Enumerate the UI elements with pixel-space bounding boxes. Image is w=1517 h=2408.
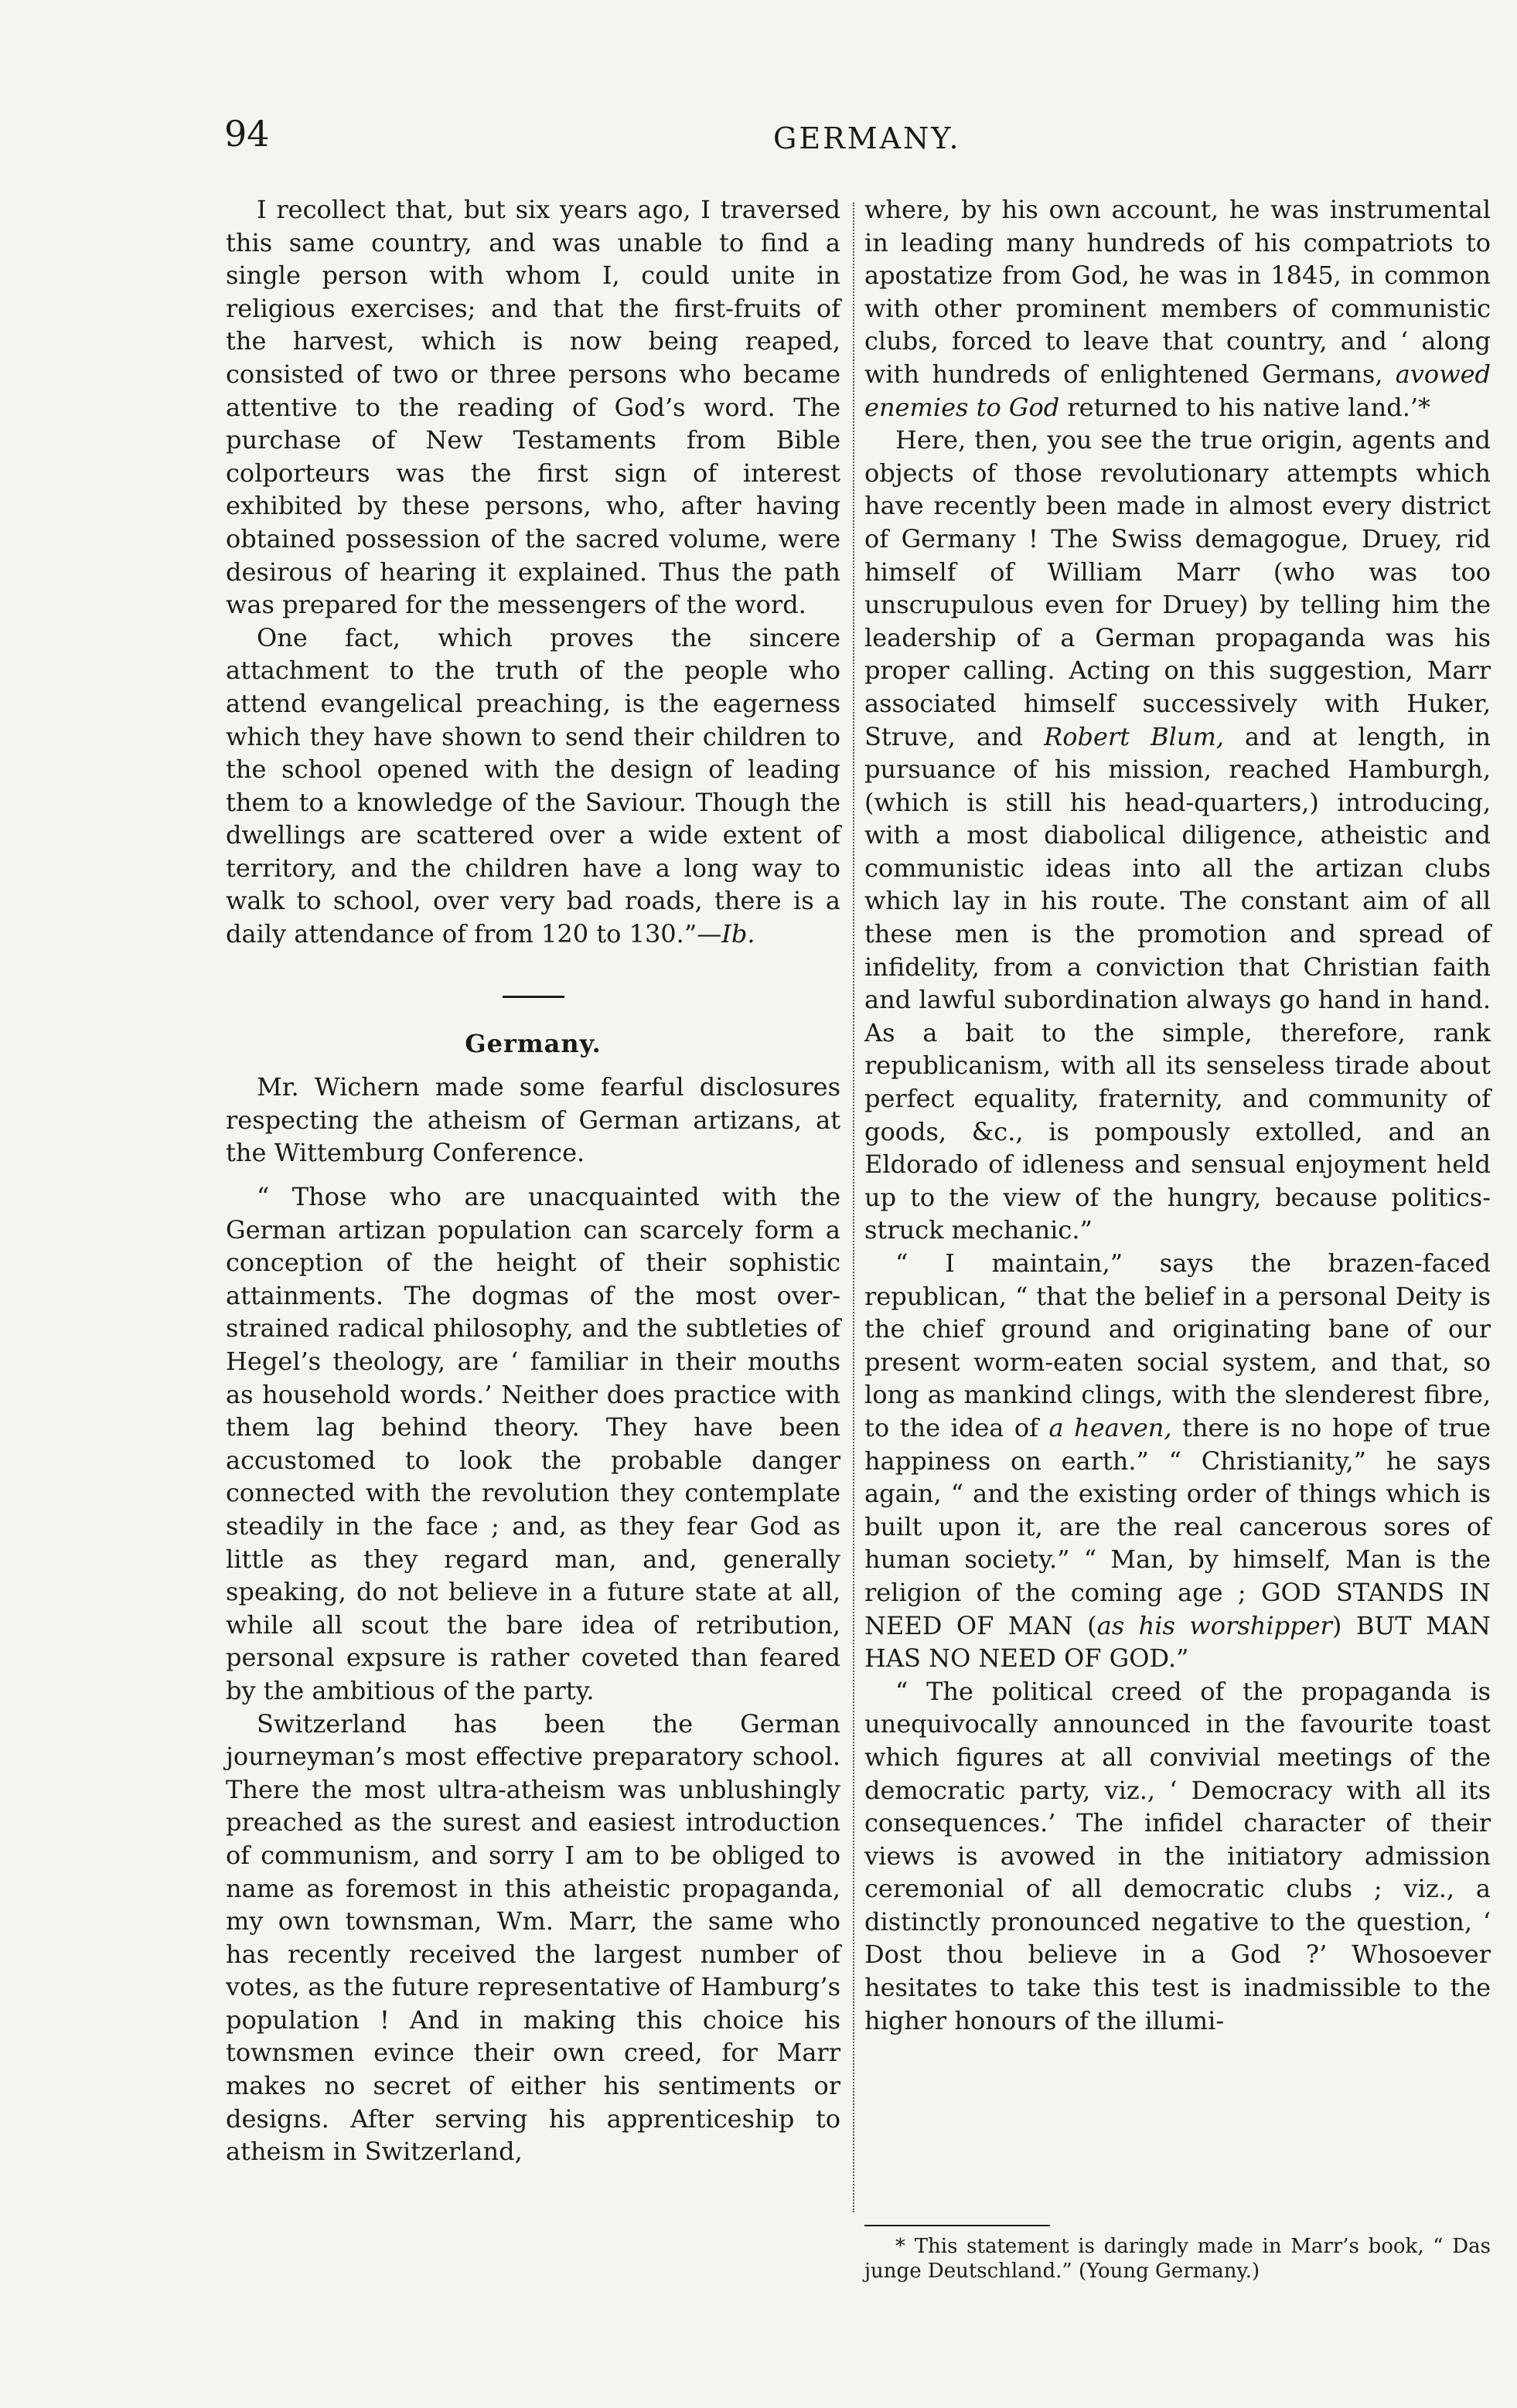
left-paragraph-2-text: One fact, which proves the sincere attachment to the truth of the people who attend evangelical preaching, is the eagerness which they have shown to send their children to the school opened with the design of leading them to a knowledge of the Saviour. Though the dwellings are scattered over a wide extent of territory, and the children have a long way to walk to school, over very bad roads, there is a daily attendance of from 120 to 130.”— (226, 622, 840, 949)
right-paragraph-1-italic: avowed enemies to God (864, 359, 1491, 422)
section-title: Germany. (465, 1028, 602, 1058)
column-divider (853, 203, 854, 2212)
right-paragraph-3-c: ) BUT MAN HAS NO NEED OF GOD.” (864, 1610, 1491, 1674)
page-number: 94 (224, 113, 270, 155)
right-paragraph-4: “ The political creed of the propaganda is unequivocally announced in the favourite toast which figures at all convivial meetings of the democratic party, viz., ‘ Democracy with all its consequences.’ The infidel character of their views is avowed in the initiatory admission ceremonial of all democratic clubs ; viz., a distinctly pronounced negative to the question, ‘ Dost thou believe in a God ?’ Whosoever hesitates to take this test is inadmissible to the higher honours of the illumi- (864, 1676, 1491, 2035)
left-paragraph-2 (226, 622, 840, 951)
footnote (864, 2225, 1491, 2284)
left-paragraph-5: Switzerland has been the German journeyman’s most effective preparatory school. There the most ultra-atheism was unblushingly preached as the surest and easiest introduction of communism, and sorry I am to be obliged to name as foremost in this atheistic propaganda, my own townsman, Wm. Marr, the same who has recently received the largest number of votes, as the future representative of Hamburg’s population ! And in making this choice his townsmen evince their own creed, for Marr makes no secret of either his sentiments or designs. After serving his apprenticeship to atheism in Switzerland, (226, 1708, 840, 2167)
right-column (864, 193, 1491, 2037)
right-paragraph-2-a: Here, then, you see the true origin, agents and objects of those revolutionary attempts which have recently been made in almost every district of Germany ! The Swiss demagogue, Druey, rid himself of William Marr (who was too unscrupulous even for Druey) by telling him the leadership of a German propaganda was his proper calling. Acting on this suggestion, Marr associated himself successively with Huker, Struve, and (864, 425, 1491, 751)
left-paragraph-4: “ Those who are unacquainted with the German artizan population can scarcely form a conception of the height of their sophistic attainments. The dogmas of the most over-strained radical philosophy, and the subtleties of Hegel’s theology, are ‘ familiar in their mouths as household words.’ Neither does practice with them lag behind theory. They have been accustomed to look the probable danger connected with the revolution they contemplate steadily in the face ; and, as they fear God as little as they regard man, and, generally speaking, do not believe in a future state at all, while all scout the bare idea of retribution, personal expsure is rather coveted than feared by the ambitious of the party. (226, 1182, 840, 1705)
right-paragraph-2-b: and at length, in pursuance of his mission, reached Hamburgh, (which is still his head-quarters,) introducing, with a most diabolical diligence, atheistic and communistic ideas into all the artizan clubs which lay in his route. The constant aim of all these men is the promotion and spread of infidelity, from a conviction that Christian faith and lawful subordination always go hand in hand. As a bait to the simple, therefore, rank republicanism, with all its senseless tirade about perfect equality, fraternity, and community of goods, &c., is pompously extolled, and an Eldorado of idleness and sensual enjoyment held up to the view of the hungry, because politics-struck mechanic.” (864, 721, 1491, 1245)
footnote-text: * This statement is daringly made in Marr’s book, “ Das junge Deutschland.” (Young Germany.) (864, 2235, 1491, 2283)
footnote-rule (864, 2225, 1050, 2226)
right-paragraph-1-b: returned to his native land.’* (1059, 392, 1431, 422)
right-paragraph-2-italic: Robert Blum, (1044, 721, 1224, 751)
right-paragraph-2 (864, 424, 1491, 1247)
left-paragraph-1: I recollect that, but six years ago, I traversed this same country, and was unable to find a single person with whom I, could unite in religious exercises; and that the first-fruits of the harvest, which is now being reaped, consisted of two or three persons who became attentive to the reading of God’s word. The purchase of New Testaments from Bible colporteurs was the first sign of interest exhibited by these persons, who, after having obtained possession of the sacred volume, were desirous of hearing it explained. Thus the path was prepared for the messengers of the word. (226, 195, 840, 620)
right-paragraph-3-a: “ I maintain,” says the brazen-faced republican, “ that the belief in a personal Deity is the chief ground and originating bane of our present worm-eaten social system, and that, so long as mankind clings, with the slenderest fibre, to the idea of (864, 1248, 1491, 1442)
right-paragraph-3 (864, 1247, 1491, 1675)
right-paragraph-3-italic: a heaven, (1048, 1412, 1172, 1442)
section-rule (503, 996, 564, 998)
right-paragraph-1 (864, 193, 1491, 424)
right-paragraph-3-b: there is no hope of true happiness on earth.” “ Christianity,” he says again, “ and the existing order of things which is built upon it, are the real cancerous sores of human society.” “ Man, by himself, Man is the religion of the coming age ; GOD STANDS IN NEED OF MAN ( (864, 1412, 1491, 1640)
right-paragraph-3-italic-2: as his worshipper (1096, 1610, 1332, 1640)
left-paragraph-3: Mr. Wichern made some fearful disclosures respecting the atheism of German artizans, at the Wittemburg Conference. (226, 1072, 840, 1168)
left-paragraph-2-source: Ib. (721, 919, 755, 949)
left-column (226, 193, 840, 2168)
running-title: GERMANY. (773, 121, 961, 155)
right-paragraph-1-a: where, by his own account, he was instrumental in leading many hundreds of his compatriots to apostatize from God, he was in 1845, in common with other prominent members of communistic clubs, forced to leave that country, and ‘ along with hundreds of enlightened Germans, (864, 195, 1491, 389)
